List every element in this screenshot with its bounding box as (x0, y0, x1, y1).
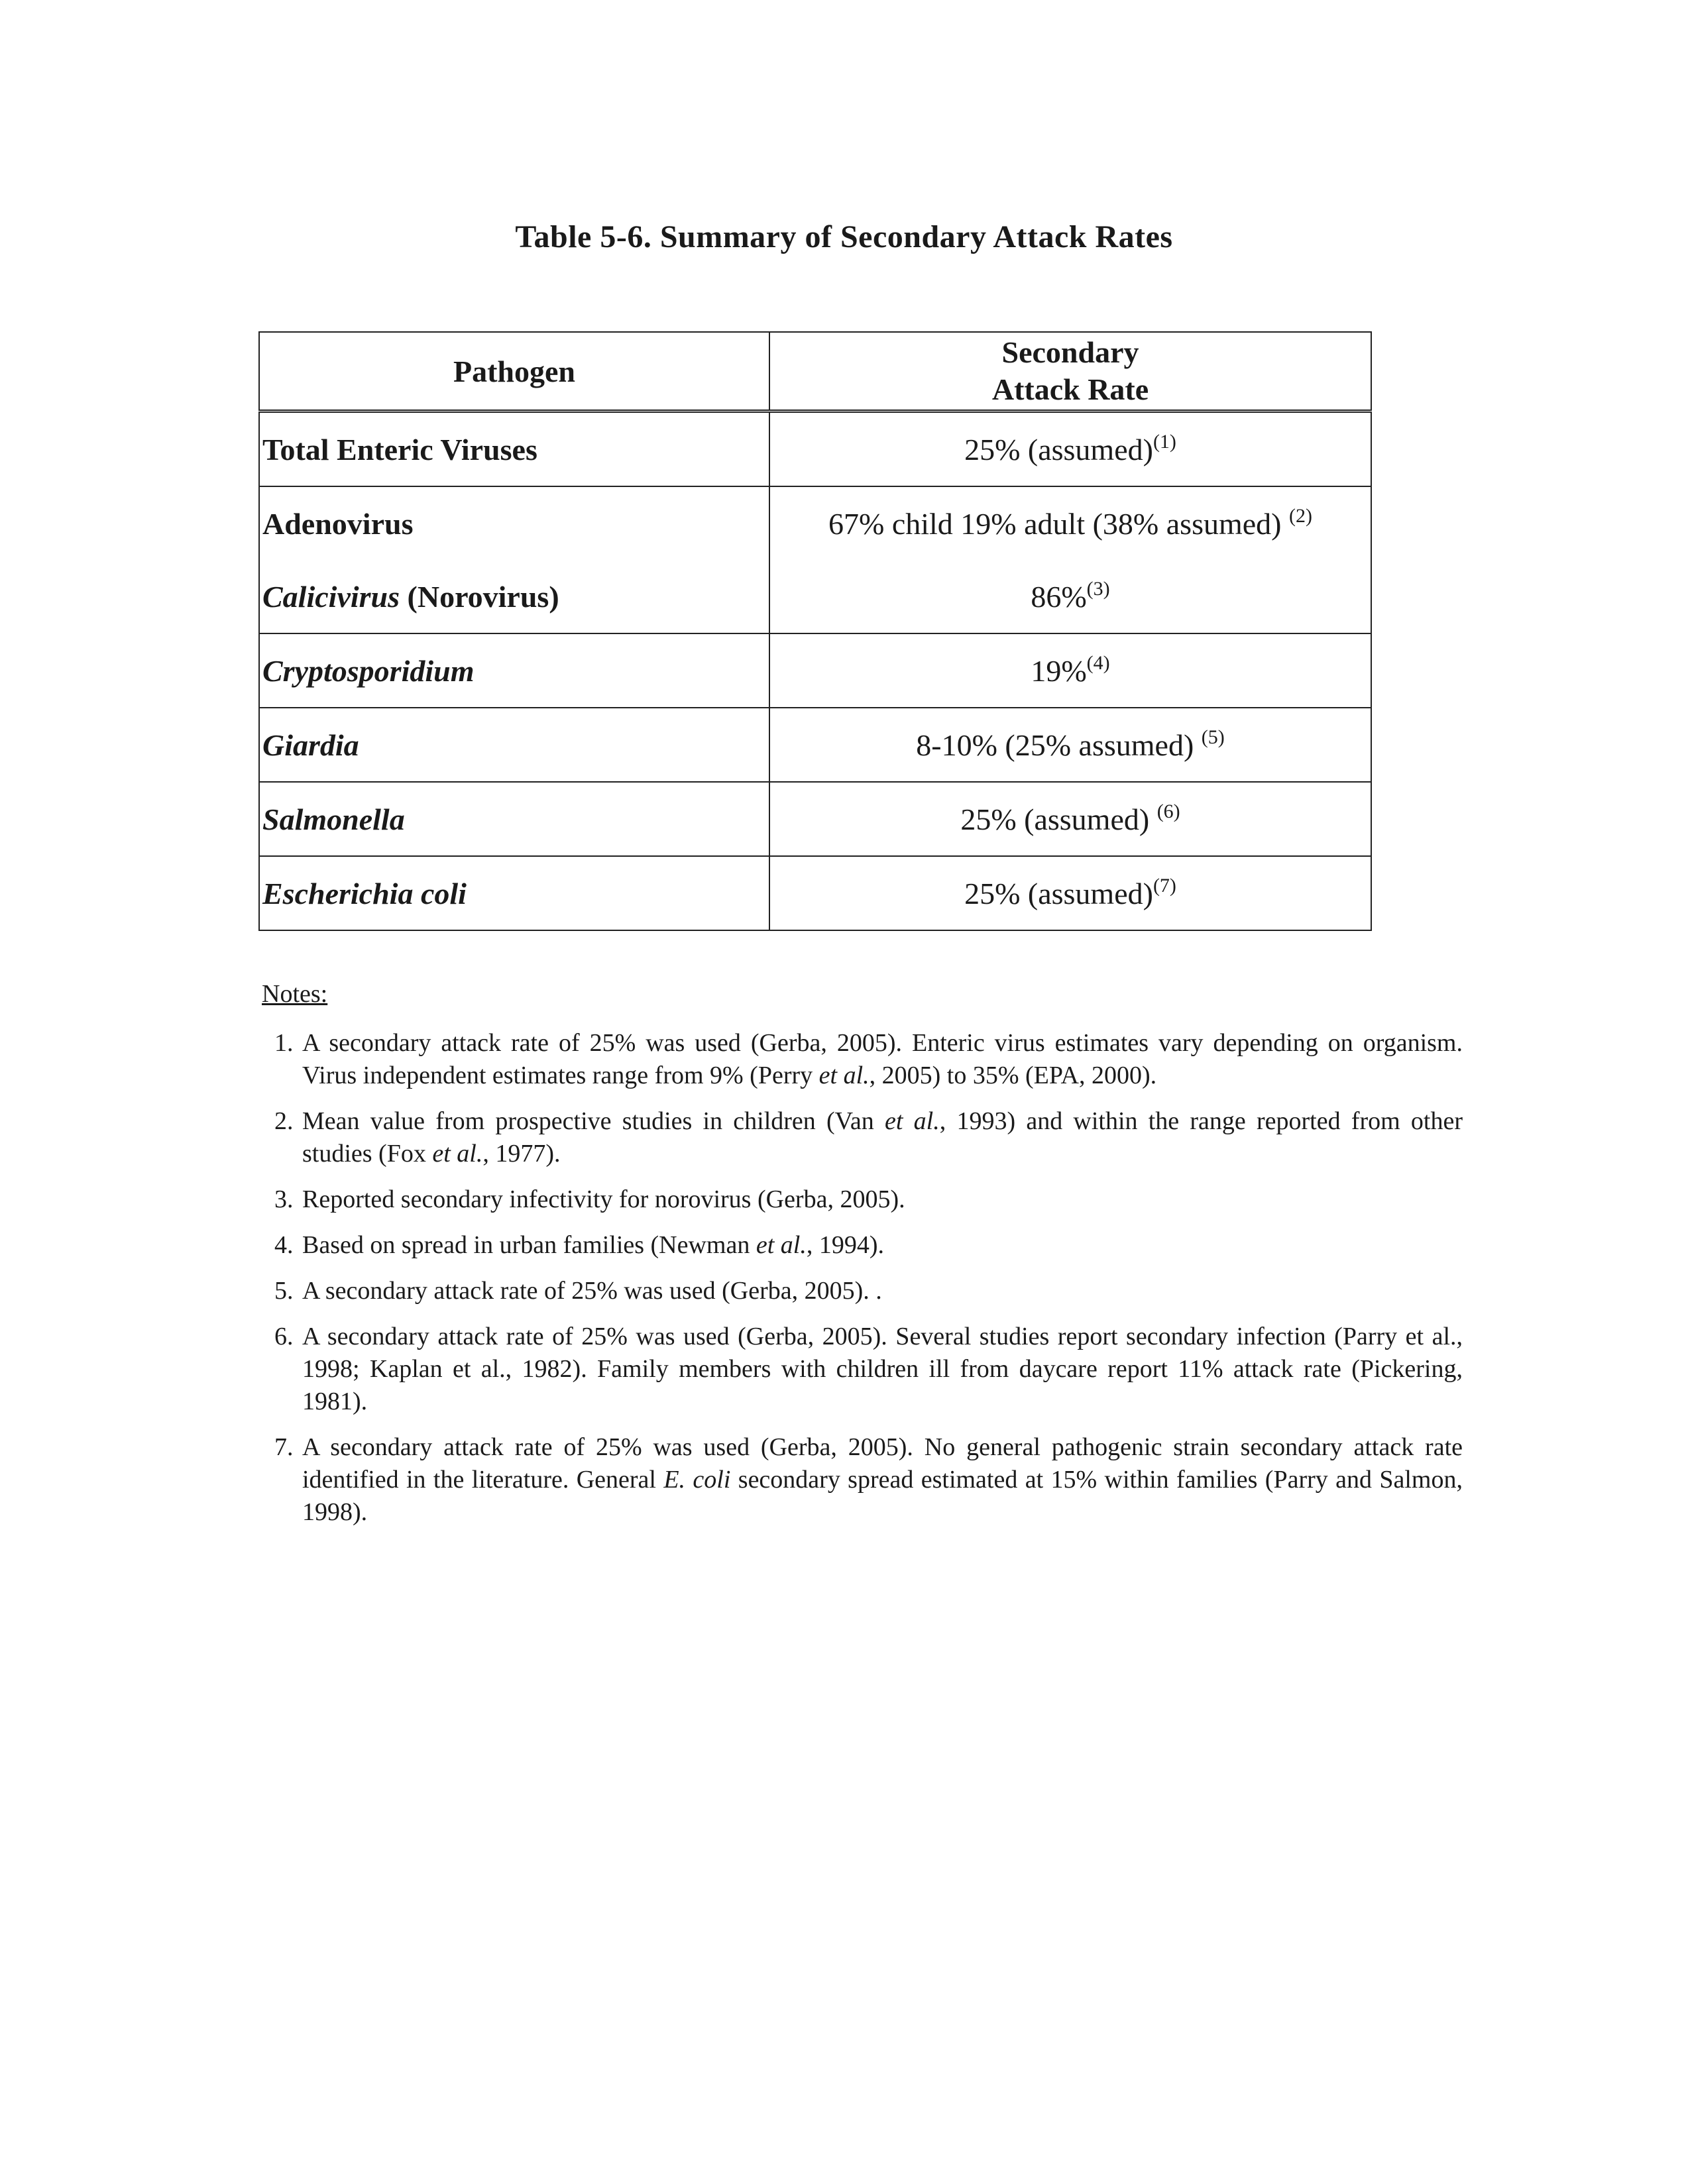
notes-heading: Notes: (262, 980, 328, 1008)
rate-value: 25% (assumed) (964, 876, 1153, 910)
rate-cell (769, 411, 1371, 487)
rate-value: 86% (1031, 579, 1087, 614)
note-text: Based on spread in urban families (Newman (302, 1231, 756, 1259)
rate-cell (769, 486, 1371, 560)
attack-rate-table (258, 331, 1372, 931)
note-text: , 1993) and within the range reported from other studies (Fox (302, 1107, 1463, 1168)
table-row (259, 633, 1371, 708)
header-attack-rate (769, 332, 1371, 411)
note-italic-text: et al. (818, 1062, 870, 1089)
note-italic-text: et al. (432, 1140, 483, 1168)
note-item (300, 1229, 1463, 1262)
footnote-ref: (2) (1288, 504, 1312, 527)
note-text: secondary spread estimated at 15% within families (Parry and Salmon, 1998). (302, 1466, 1463, 1526)
note-item (300, 1275, 1463, 1307)
header-attack-rate-line2: Attack Rate (991, 372, 1149, 406)
note-text: A secondary attack rate of 25% was used (Gerba, 2005). . (302, 1277, 882, 1305)
rate-cell (769, 708, 1371, 782)
note-item (300, 1183, 1463, 1216)
rate-value: 25% (assumed) (964, 432, 1153, 466)
rate-value: 25% (assumed) (960, 802, 1157, 836)
table-row (259, 782, 1371, 856)
pathogen-common-name: (Norovirus) (400, 579, 559, 614)
rate-cell (769, 633, 1371, 708)
table-row (259, 560, 1371, 633)
rate-cell (769, 782, 1371, 856)
note-text: , 1977). (482, 1140, 561, 1168)
note-text: Mean value from prospective studies in children (Van (302, 1107, 885, 1135)
note-item (300, 1105, 1463, 1170)
note-text: A secondary attack rate of 25% was used (Gerba, 2005). Several studies report secondary infection (Parry et al., 1998; Kaplan et al., 1982). Family members with children ill from daycare report 11% attack rate (Pickering, 1981). (302, 1323, 1463, 1415)
note-item (300, 1027, 1463, 1092)
table-row (259, 856, 1371, 930)
footnote-ref: (5) (1201, 726, 1225, 748)
table-row (259, 708, 1371, 782)
note-italic-text: et al. (885, 1107, 940, 1135)
note-item (300, 1321, 1463, 1418)
note-text: , 2005) to 35% (EPA, 2000). (869, 1062, 1157, 1089)
header-attack-rate-line1: Secondary (1001, 335, 1139, 369)
pathogen-genus: Calicivirus (262, 579, 400, 614)
pathogen-cell: Escherichia coli (259, 856, 769, 930)
table-row (259, 411, 1371, 487)
rate-cell (769, 560, 1371, 633)
note-italic-text: E. coli (663, 1466, 731, 1494)
rate-value: 8-10% (25% assumed) (916, 728, 1202, 762)
pathogen-cell: Cryptosporidium (259, 633, 769, 708)
note-text: A secondary attack rate of 25% was used (Gerba, 2005). Enteric virus estimates vary depending on organism. Virus independent estimates range from 9% (Perry (302, 1029, 1463, 1089)
note-text: , 1994). (806, 1231, 884, 1259)
pathogen-cell: Adenovirus (259, 486, 769, 560)
footnote-ref: (1) (1153, 430, 1176, 453)
notes-list (262, 1027, 1463, 1542)
footnote-ref: (7) (1153, 874, 1176, 897)
footnote-ref: (4) (1086, 651, 1110, 674)
page-title: Table 5-6. Summary of Secondary Attack Rates (515, 219, 1173, 254)
footnote-ref: (6) (1156, 800, 1180, 822)
pathogen-cell (259, 560, 769, 633)
note-italic-text: et al. (756, 1231, 807, 1259)
rate-value: 19% (1031, 653, 1087, 688)
table-row (259, 486, 1371, 560)
note-text: Reported secondary infectivity for norovirus (Gerba, 2005). (302, 1185, 905, 1213)
header-pathogen: Pathogen (259, 332, 769, 411)
note-text: A secondary attack rate of 25% was used (Gerba, 2005). No general pathogenic strain secondary attack rate identified in the literature. General (302, 1433, 1463, 1494)
pathogen-cell: Giardia (259, 708, 769, 782)
pathogen-cell: Salmonella (259, 782, 769, 856)
rate-value: 67% child 19% adult (38% assumed) (828, 506, 1289, 541)
rate-cell (769, 856, 1371, 930)
footnote-ref: (3) (1086, 577, 1110, 600)
note-item (300, 1431, 1463, 1529)
pathogen-cell: Total Enteric Viruses (259, 411, 769, 487)
table-header-row (259, 332, 1371, 411)
